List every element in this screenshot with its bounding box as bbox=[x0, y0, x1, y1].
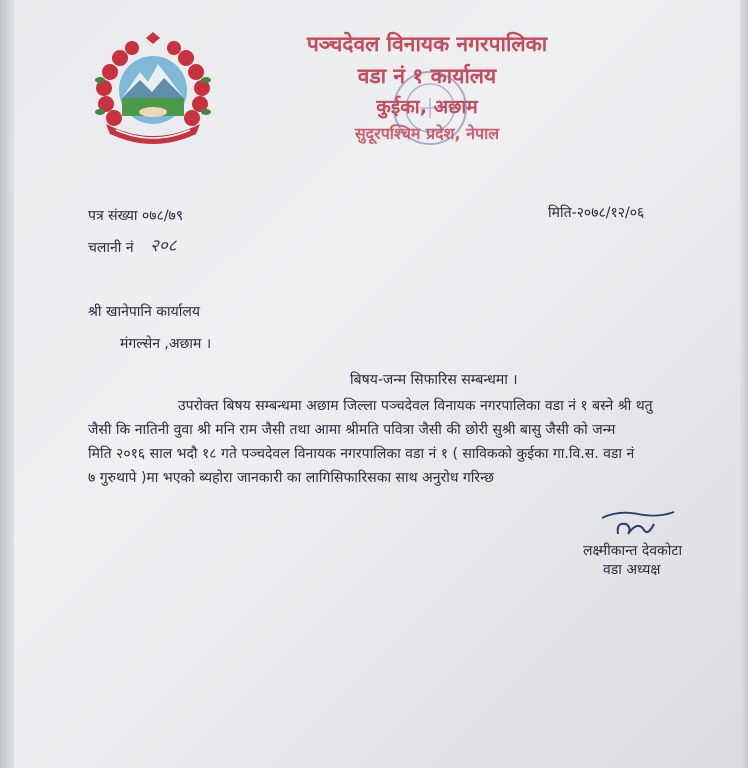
signature-icon bbox=[598, 506, 678, 540]
letter-body bbox=[88, 394, 708, 490]
letterhead-province: सुदूरपश्चिम प्रदेश, नेपाल bbox=[354, 124, 500, 143]
letter-number: पत्र संख्या ०७८/७९ bbox=[88, 208, 184, 224]
letterhead-location: कुईका, अछाम bbox=[376, 96, 478, 118]
recipient-place: मंगल्सेन ,अछाम । bbox=[120, 336, 212, 352]
nepal-emblem-icon bbox=[92, 32, 214, 144]
office-stamp-icon bbox=[390, 68, 470, 148]
dispatch-number-handwritten: २०८ bbox=[150, 236, 177, 256]
letter-date: मिति-२०७८/१२/०६ bbox=[548, 205, 645, 221]
signatory-name: लक्ष्मीकान्त देवकोटा bbox=[583, 543, 683, 559]
body-line: जैसी कि नातिनी वुवा श्री मनि राम जैसी तथा आमा श्रीमति पवित्रा जैसी की छोरी सुश्री बासु जैसी को जन्म bbox=[88, 422, 616, 438]
letter-subject: बिषय-जन्म सिफारिस सम्बन्धमा । bbox=[350, 372, 518, 388]
paper-shadow-right bbox=[740, 0, 748, 768]
recipient-office: श्री खानेपानि कार्यालय bbox=[88, 304, 200, 320]
letterhead-municipality: पञ्चदेवल विनायक नगरपालिका bbox=[306, 32, 548, 56]
signatory-title: वडा अध्यक्ष bbox=[603, 562, 661, 578]
paper-shadow-left bbox=[0, 0, 14, 768]
letterhead-ward-office: वडा नं १ कार्यालय bbox=[357, 64, 497, 88]
body-line: ७ गुरुथापे )मा भएको ब्यहोरा जानकारी का लागिसिफारिसका साथ अनुरोध गरिन्छ bbox=[88, 470, 494, 486]
body-line: उपरोक्त बिषय सम्बन्धमा अछाम जिल्ला पञ्चदेवल विनायक नगरपालिका वडा नं १ बस्ने श्री थतु bbox=[178, 398, 653, 414]
body-line: मिति २०१६ साल भदौ १८ गते पञ्चदेवल विनायक नगरपालिका वडा नं १ ( साविकको कुईका गा.वि.स. वडा नं bbox=[88, 446, 635, 462]
dispatch-number-label: चलानी नं bbox=[88, 240, 134, 256]
